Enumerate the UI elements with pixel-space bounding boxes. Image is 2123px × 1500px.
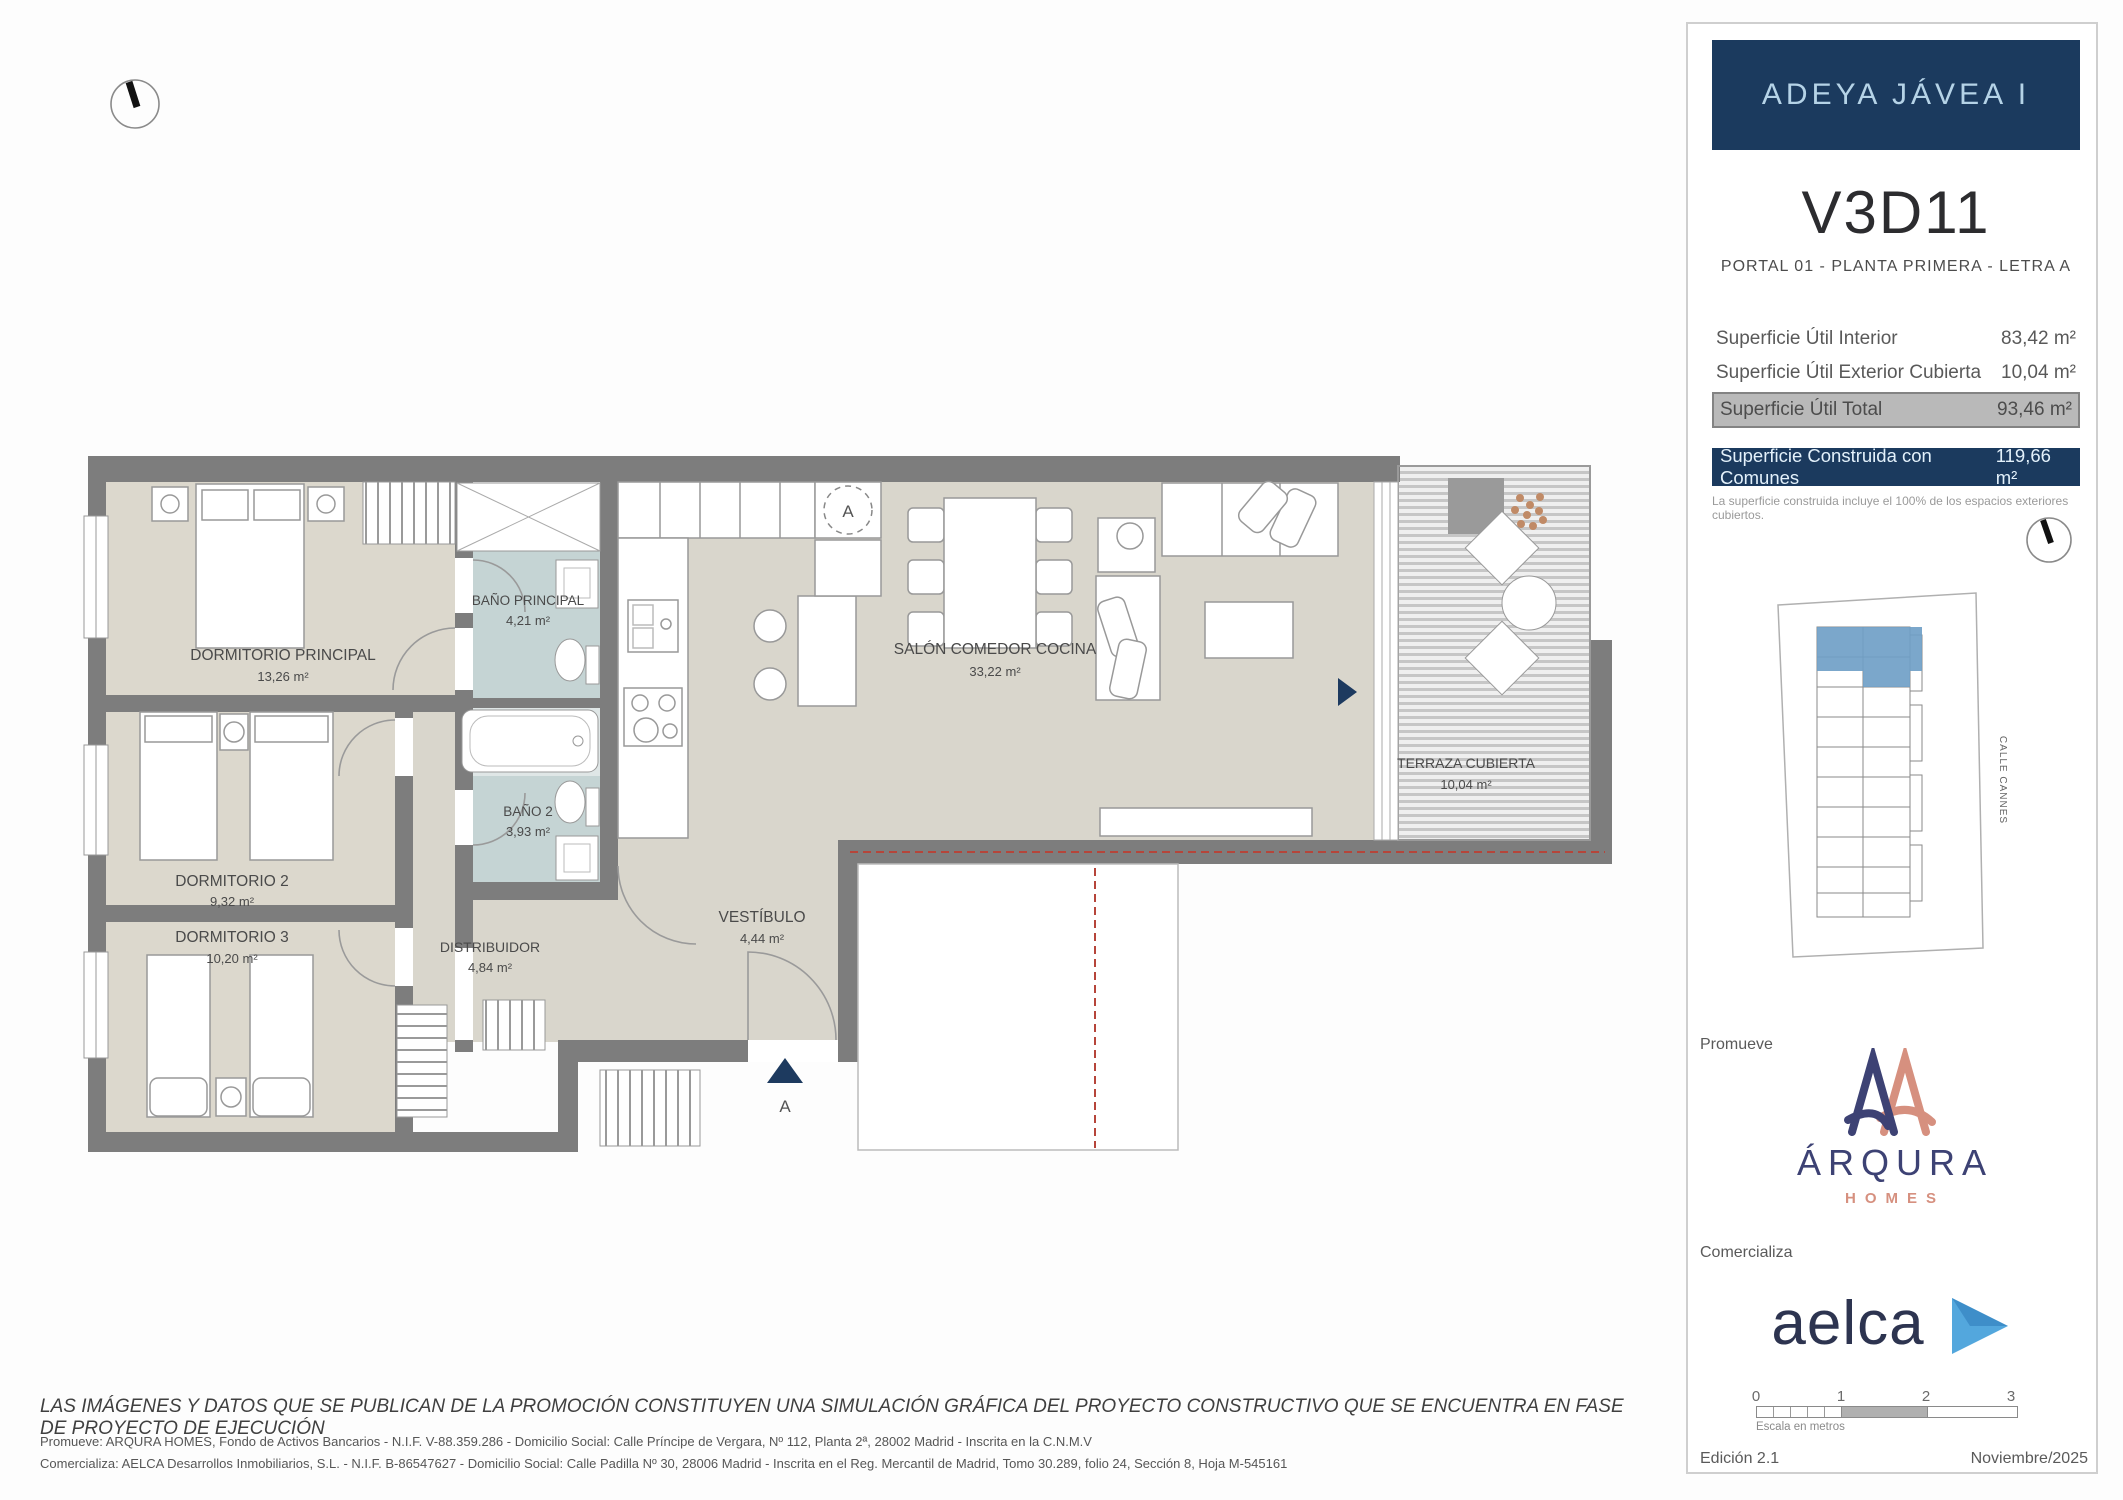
table-row [1712, 322, 2080, 356]
courtyard [858, 864, 1178, 1150]
scale-bar-graphic [1756, 1406, 2018, 1418]
room-label: SALÓN COMEDOR COCINA [893, 641, 1097, 658]
scale-tick: 1 [1836, 1388, 1846, 1405]
room-area: 10,20 m² [206, 951, 258, 966]
scale-tick: 0 [1751, 1388, 1761, 1405]
table-row [1712, 356, 2080, 390]
room-label: BAÑO PRINCIPAL [471, 593, 585, 608]
room-area: 9,32 m² [209, 894, 255, 909]
built-surface-bar [1712, 445, 2080, 488]
arqura-wordmark: ÁRQURA [1796, 1142, 1994, 1183]
room-area: 33,22 m² [969, 664, 1021, 679]
room-label: DISTRIBUIDOR [439, 939, 541, 955]
row-label: Superficie Útil Interior [1716, 328, 1898, 349]
scale-tick: 2 [1921, 1388, 1931, 1405]
scale-tick: 3 [2006, 1388, 2016, 1405]
room-area: 4,44 m² [739, 931, 785, 946]
row-value: 93,46 m² [1997, 399, 2072, 420]
room-label: BAÑO 2 [503, 804, 553, 819]
svg-text:A: A [779, 1097, 791, 1116]
scale-bar [1751, 1388, 2018, 1433]
unit-code: V3D11 [1801, 179, 1991, 246]
row-label: Superficie Útil Exterior Cubierta [1716, 362, 1982, 383]
scale-caption: Escala en metros [1756, 1421, 1845, 1433]
compass-icon [2027, 518, 2071, 562]
row-value: 10,04 m² [2001, 362, 2076, 383]
room-label: DORMITORIO PRINCIPAL [190, 647, 376, 664]
windows [84, 516, 108, 1058]
site-plan [1700, 505, 2090, 975]
built-surface-value: 119,66 m² [1995, 445, 2051, 488]
scale-ticks [1751, 1388, 2018, 1406]
aelca-logo-icon [1948, 1296, 2012, 1356]
comercializa-line: Comercializa: AELCA Desarrollos Inmobiliarios, S.L. - N.I.F. B-86547627 - Domicilio Social: Calle Padilla Nº 30, 28006 Madrid - Inscrita en el Reg. Mercantil de Madrid, Tomo 30.289, folio 24, Sección 8, Hoja M-545161 [40, 1456, 1288, 1471]
edition-label: Edición 2.1 [1700, 1450, 1780, 1467]
promueve-line: Promueve: ARQURA HOMES, Fondo de Activos Bancarios - N.I.F. V-88.359.286 - Domicilio Social: Calle Príncipe de Vergara, Nº 112, Planta 2ª, 28002 Madrid - Inscrita en la C.N.M.V [40, 1434, 1092, 1449]
room-label: DORMITORIO 3 [175, 929, 289, 946]
room-label: TERRAZA CUBIERTA [1397, 755, 1535, 771]
svg-text:A: A [842, 502, 854, 521]
project-title: ADEYA JÁVEA I [1761, 78, 2031, 111]
room-area: 13,26 m² [257, 669, 309, 684]
scale-seg-fine [1757, 1407, 1842, 1417]
date-label: Noviembre/2025 [1970, 1450, 2088, 1467]
dining-set [908, 498, 1072, 648]
comercializa-label: Comercializa [1700, 1244, 1793, 1261]
street-label: CALLE CANNES [1997, 735, 2008, 825]
project-title-bar [1712, 40, 2080, 150]
room-area: 10,04 m² [1440, 777, 1492, 792]
table-row-total [1712, 392, 2080, 428]
scale-seg-filled [1842, 1407, 1928, 1417]
highlighted-unit-2 [1863, 671, 1910, 687]
section-marker [815, 482, 881, 538]
built-surface-note: La superficie construida incluye el 100% de los espacios exteriores cubiertos. [1712, 494, 2069, 522]
promueve-label: Promueve [1700, 1036, 1773, 1053]
highlighted-unit [1817, 627, 1922, 671]
entrance-marker [767, 1058, 803, 1116]
room-label: VESTÍBULO [718, 909, 806, 926]
arqura-sub-wordmark: HOMES [1844, 1190, 1945, 1207]
surface-table [1712, 322, 2080, 428]
disclaimer-line: LAS IMÁGENES Y DATOS QUE SE PUBLICAN DE LA PROMOCIÓN CONSTITUYEN UNA SIMULACIÓN GRÁFICA DEL PROYECTO CONSTRUCTIVO QUE SE ENCUENTRA EN FASE DE PROYECTO DE EJECUCIÓN [40, 1396, 1624, 1439]
arqura-logo-icon [1830, 1048, 1960, 1138]
room-area: 4,21 m² [505, 613, 551, 628]
wardrobe [363, 482, 455, 544]
unit-location: PORTAL 01 - PLANTA PRIMERA - LETRA A [1720, 258, 2072, 275]
row-label: Superficie Útil Total [1720, 399, 1883, 420]
built-surface-label: Superficie Construida con Comunes [1720, 445, 1932, 488]
aelca-wordmark: aelca [1771, 1289, 1925, 1358]
scale-seg-open [1928, 1407, 2017, 1417]
room-label: DORMITORIO 2 [175, 873, 289, 890]
room-area: 4,84 m² [467, 960, 513, 975]
row-value: 83,42 m² [2001, 328, 2076, 349]
room-area: 3,93 m² [505, 824, 551, 839]
compass-icon [111, 80, 159, 128]
